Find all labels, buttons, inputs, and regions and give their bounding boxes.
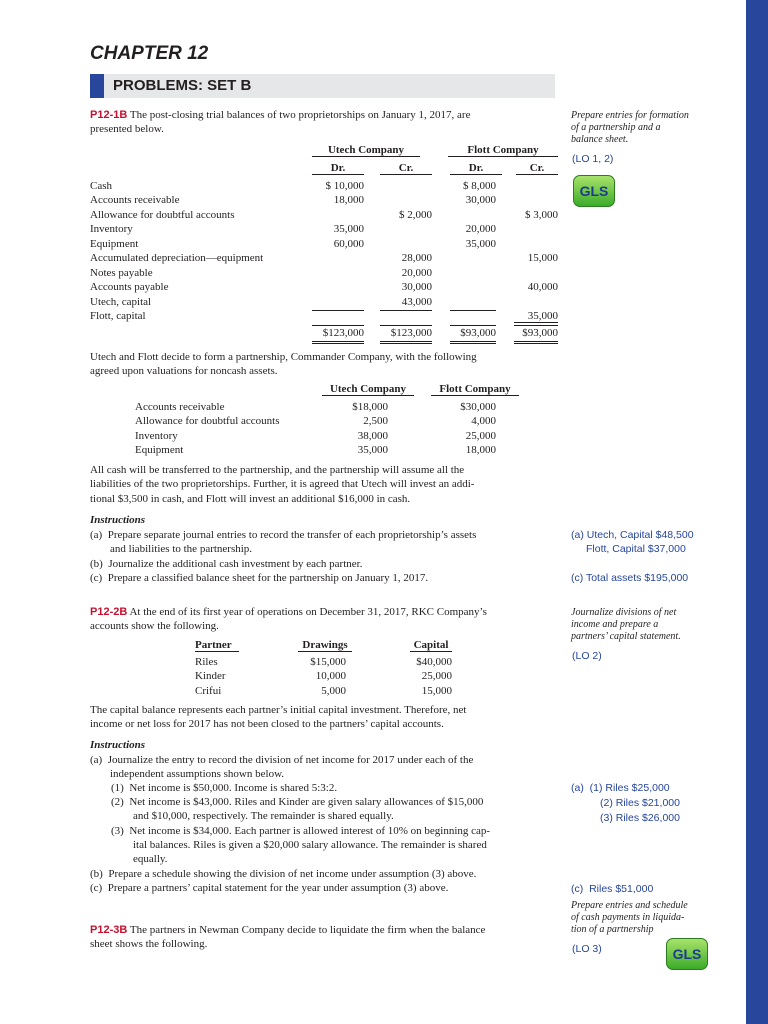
table-cell: 35,000 xyxy=(465,237,496,250)
p1-intro xyxy=(90,108,558,137)
p2-intro xyxy=(90,605,558,634)
table-cell: 35,000 xyxy=(333,223,364,236)
text-line: agreed upon valuations for noncash assets. xyxy=(90,365,278,378)
t3-head-capital: Capital xyxy=(410,639,452,652)
side-note-line: income and prepare a xyxy=(571,619,659,630)
table-cell: 18,000 xyxy=(333,194,364,207)
table-cell: 4,000 xyxy=(471,415,496,428)
t1-head-utech: Utech Company xyxy=(312,144,420,157)
p1-intro-line1: The post-closing trial balances of two proprietorships on January 1, 2017, are xyxy=(129,109,471,121)
table-cell: 38,000 xyxy=(357,429,388,442)
table-cell: 10,000 xyxy=(315,670,346,683)
problem-id: P12-2B xyxy=(90,606,128,618)
instruction-b: (b) Journalize the additional cash investment by each partner. xyxy=(90,558,363,570)
table-cell: 5,000 xyxy=(321,684,346,697)
p2-after-text xyxy=(90,703,558,732)
instruction-c: (c) Prepare a partners’ capital statement for the year under assumption (3) above. xyxy=(90,882,449,894)
table-cell: 43,000 xyxy=(401,295,432,308)
table-cell: $15,000 xyxy=(310,656,346,668)
table-cell xyxy=(450,310,496,311)
p3-intro-line1: The partners in Newman Company decide to liquidate the firm when the balance xyxy=(129,924,486,936)
t3-head-partner: Partner xyxy=(195,639,239,652)
section-marker xyxy=(90,74,104,98)
table-row-label: Allowance for doubtful accounts xyxy=(90,208,235,221)
gls-badge[interactable]: GLS xyxy=(573,175,615,207)
t1-total: $123,000 xyxy=(312,325,364,344)
t1-total: $93,000 xyxy=(450,325,496,344)
t1-sub-dr: Dr. xyxy=(450,162,502,175)
p1-mid-text xyxy=(90,350,558,379)
table-row-label: Equipment xyxy=(135,444,184,457)
problem-id: P12-1B xyxy=(90,109,128,121)
text-line: liabilities of the two proprietorships. Further, it is agreed that Utech will invest an addi- xyxy=(90,478,475,491)
instruction-a-cont: and liabilities to the partnership. xyxy=(110,543,253,555)
assumption-2-cont: and $10,000, respectively. The remainder is shared equally. xyxy=(133,810,394,822)
table-cell: 20,000 xyxy=(465,223,496,236)
text-line: Utech and Flott decide to form a partnership, Commander Company, with the following xyxy=(90,351,477,363)
table-cell: 15,000 xyxy=(527,252,558,265)
table-cell: $ 3,000 xyxy=(525,208,558,221)
table-cell: 28,000 xyxy=(401,252,432,265)
answer-a: (a) (1) Riles $25,000 xyxy=(571,782,670,794)
table-row-label: Inventory xyxy=(135,429,178,442)
table-row-label: Accumulated depreciation—equipment xyxy=(90,252,264,265)
side-note-line: Prepare entries and schedule xyxy=(571,900,688,911)
t2-head-flott: Flott Company xyxy=(431,383,519,396)
table-row-label: Utech, capital xyxy=(90,295,152,308)
problem-id: P12-3B xyxy=(90,924,128,936)
table-row-label: Equipment xyxy=(90,237,139,250)
table-row-label: Accounts receivable xyxy=(90,194,180,207)
table-cell xyxy=(312,310,364,311)
p3-side-note xyxy=(571,900,731,936)
side-note-line: partners’ capital statement. xyxy=(571,631,681,642)
t2-head-utech: Utech Company xyxy=(322,383,414,396)
table-cell: 18,000 xyxy=(465,444,496,457)
table-row-label: Accounts payable xyxy=(90,281,169,294)
table-cell: $ 8,000 xyxy=(463,180,496,192)
assumption-3: (3) Net income is $34,000. Each partner is allowed interest of 10% on beginning cap- xyxy=(111,825,491,837)
table-cell xyxy=(380,310,432,311)
text-line: The capital balance represents each partner’s initial capital investment. Therefore, net xyxy=(90,704,467,716)
instructions-heading: Instructions xyxy=(90,739,146,751)
instruction-b: (b) Prepare a schedule showing the division of net income under assumption (3) above. xyxy=(90,868,477,880)
p2-lo: (LO 2) xyxy=(572,650,602,662)
instruction-a-cont: independent assumptions shown below. xyxy=(110,768,285,780)
table-cell: 60,000 xyxy=(333,237,364,250)
section-title: PROBLEMS: SET B xyxy=(113,77,252,94)
t1-head-flott: Flott Company xyxy=(448,144,558,157)
table-row-label: Riles xyxy=(195,656,218,668)
table-cell: 30,000 xyxy=(401,281,432,294)
table-row-label: Kinder xyxy=(195,670,226,683)
instruction-c: (c) Prepare a classified balance sheet for the partnership on January 1, 2017. xyxy=(90,572,429,584)
table-row-label: Flott, capital xyxy=(90,310,146,323)
instructions-heading: Instructions xyxy=(90,514,146,526)
table-cell: 20,000 xyxy=(401,266,432,279)
table-cell: $18,000 xyxy=(352,401,388,413)
p2-intro-line2: accounts show the following. xyxy=(90,620,219,633)
table-cell: 15,000 xyxy=(421,684,452,697)
answer-a: (3) Riles $26,000 xyxy=(600,812,680,824)
t1-sub-dr: Dr. xyxy=(312,162,364,175)
table-cell: $ 10,000 xyxy=(325,180,364,192)
p1-side-note xyxy=(571,110,731,146)
table-cell: 25,000 xyxy=(465,429,496,442)
table-row-label: Inventory xyxy=(90,223,133,236)
assumption-3-cont: equally. xyxy=(133,853,168,865)
table-cell: $30,000 xyxy=(460,401,496,413)
instruction-a: (a) Prepare separate journal entries to record the transfer of each proprietorship’s assets xyxy=(90,529,477,541)
table-row-label: Crifui xyxy=(195,684,222,697)
side-note-line: Prepare entries for formation xyxy=(571,110,689,121)
p2-intro-line1: At the end of its first year of operations on December 31, 2017, RKC Company’s xyxy=(129,606,487,618)
table-cell: 30,000 xyxy=(465,194,496,207)
side-note-line: of a partnership and a xyxy=(571,122,661,133)
assumption-1: (1) Net income is $50,000. Income is shared 5:3:2. xyxy=(111,782,338,794)
side-note-line: tion of a partnership xyxy=(571,924,654,935)
gls-badge[interactable]: GLS xyxy=(666,938,708,970)
table-row-label: Notes payable xyxy=(90,266,153,279)
t1-sub-cr: Cr. xyxy=(380,162,432,175)
p3-lo: (LO 3) xyxy=(572,943,602,955)
text-line: income or net loss for 2017 has not been closed to the partners’ capital accounts. xyxy=(90,718,444,731)
t1-total: $93,000 xyxy=(514,325,558,344)
p3-intro-line2: sheet shows the following. xyxy=(90,938,208,951)
answer-c: (c) Riles $51,000 xyxy=(571,883,654,895)
p3-intro xyxy=(90,923,558,952)
side-note-line: balance sheet. xyxy=(571,134,629,145)
p1-lo: (LO 1, 2) xyxy=(572,153,614,165)
t3-head-drawings: Drawings xyxy=(298,639,352,652)
text-line: All cash will be transferred to the partnership, and the partnership will assume all the xyxy=(90,464,465,476)
chapter-title: CHAPTER 12 xyxy=(90,43,209,64)
t1-sub-cr: Cr. xyxy=(516,162,558,175)
table-cell: 40,000 xyxy=(527,281,558,294)
answer-a: Flott, Capital $37,000 xyxy=(586,543,686,555)
p2-side-note xyxy=(571,607,731,643)
page-edge-bar xyxy=(746,0,768,1024)
table-cell: 2,500 xyxy=(363,415,388,428)
p1-after-text xyxy=(90,463,558,506)
section-banner xyxy=(90,74,555,98)
table-row-label: Accounts receivable xyxy=(135,401,225,413)
side-note-line: of cash payments in liquida- xyxy=(571,912,685,923)
table-cell: $40,000 xyxy=(416,656,452,668)
answer-a: (2) Riles $21,000 xyxy=(600,797,680,809)
table-cell: 35,000 xyxy=(357,444,388,457)
assumption-3-cont: ital balances. Riles is given a $20,000 salary allowance. The remainder is shared xyxy=(133,839,487,851)
text-line: tional $3,500 in cash, and Flott will invest an additional $16,000 in cash. xyxy=(90,492,411,505)
p1-intro-line2: presented below. xyxy=(90,123,164,136)
side-note-line: Journalize divisions of net xyxy=(571,607,677,618)
t1-total: $123,000 xyxy=(380,325,432,344)
table-row-label: Cash xyxy=(90,180,112,192)
table-row-label: Allowance for doubtful accounts xyxy=(135,415,280,428)
answer-a: (a) Utech, Capital $48,500 xyxy=(571,529,694,541)
table-cell: 35,000 xyxy=(514,310,558,323)
assumption-2: (2) Net income is $43,000. Riles and Kinder are given salary allowances of $15,000 xyxy=(111,796,484,808)
answer-c: (c) Total assets $195,000 xyxy=(571,572,689,584)
table-cell: 25,000 xyxy=(421,670,452,683)
instruction-a: (a) Journalize the entry to record the division of net income for 2017 under each of the xyxy=(90,754,474,766)
table-cell: $ 2,000 xyxy=(399,208,432,221)
